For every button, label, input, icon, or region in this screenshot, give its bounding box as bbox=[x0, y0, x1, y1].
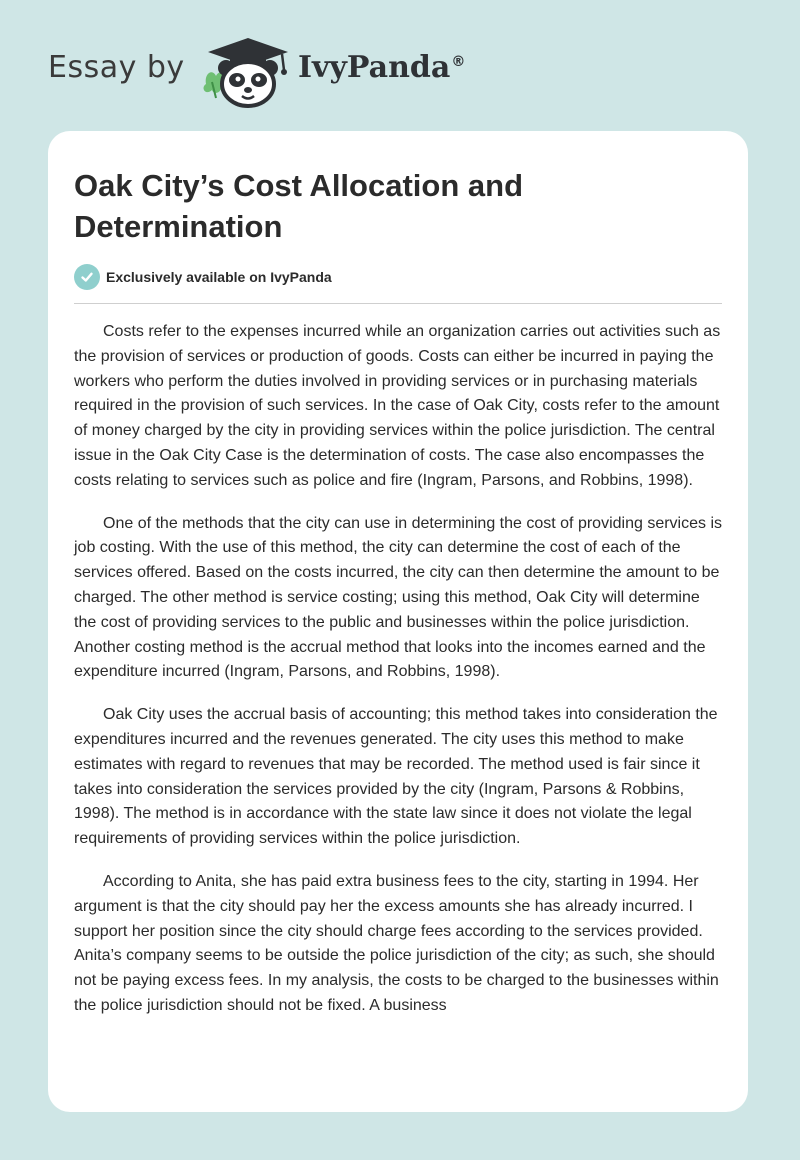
essay-card bbox=[48, 131, 748, 1112]
divider bbox=[74, 303, 722, 304]
essay-by-label: Essay by bbox=[48, 50, 185, 85]
exclusive-badge bbox=[74, 264, 332, 290]
check-icon bbox=[74, 264, 100, 290]
body-paragraph: Costs refer to the expenses incurred while an organization carries out activities such as the provision of services or production of goods. Costs can either be incurred in paying the workers who perform the duties involved in providing services or in purchasing materials required in the provision of such services. In the case of Oak City, costs refer to the amount of money charged by the city in providing services within the police jurisdiction. The central issue in the Oak City Case is the determination of costs. The case also encompasses the costs relating to services such as police and fire (Ingram, Parsons, and Robbins, 1998). bbox=[74, 323, 721, 489]
site-header bbox=[0, 0, 800, 128]
page-title: Oak City’s Cost Allocation and Determination bbox=[74, 168, 524, 244]
body-paragraph: One of the methods that the city can use in determining the cost of providing services is job costing. With the use of this method, the city can determine the cost of each of the services offered. Based on the costs incurred, the city can then determine the amount to be charged. The other method is service costing; using this method, Oak City will determine the cost of providing services to the public and businesses within the police jurisdiction. Another costing method is the accrual method that looks into the incomes earned and the expenditure incurred (Ingram, Parsons, and Robbins, 1998). bbox=[74, 514, 722, 681]
body-paragraph: Oak City uses the accrual basis of accounting; this method takes into consideration the expenditures incurred and the revenues generated. The city uses this method to make estimates with regard to revenues that may be recorded. The method used is fair since it takes into consideration the services provided by the city (Ingram, Parsons & Robbins, 1998). The method is in accordance with the state law since it does not violate the legal requirements of providing services within the police jurisdiction. bbox=[74, 706, 718, 848]
brand-logo-text: IvyPanda® bbox=[298, 50, 466, 85]
exclusive-badge-label: Exclusively available on IvyPanda bbox=[106, 269, 332, 285]
panda-graduate-icon bbox=[202, 36, 292, 108]
body-paragraph: According to Anita, she has paid extra business fees to the city, starting in 1994. Her argument is that the city should pay her the excess amounts she has already incurred. I support her position since the city should charge fees according to the services provided. Anita’s company seems to be outside the police jurisdiction of the city; as such, she should not be paying excess fees. In my analysis, the costs to be charged to the businesses within the police jurisdiction should not be fixed. A business bbox=[74, 872, 719, 1014]
essay-body bbox=[74, 320, 724, 1019]
registered-mark: ® bbox=[451, 54, 466, 70]
